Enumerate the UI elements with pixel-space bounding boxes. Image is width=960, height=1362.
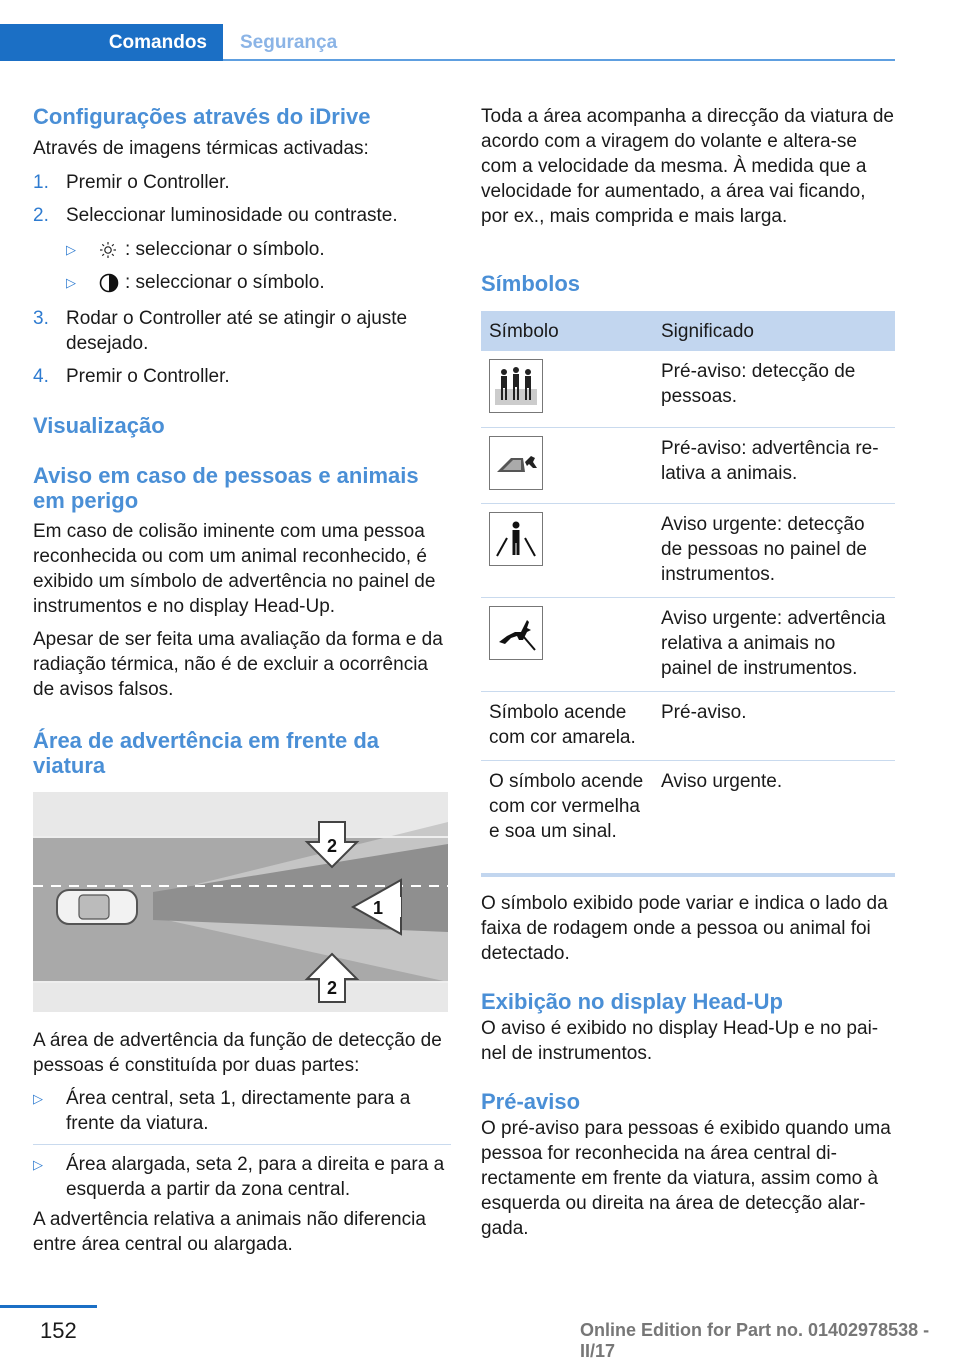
symbol-cell bbox=[481, 427, 653, 503]
top-paragraph: Toda a área acompanha a direcção da viatura de acordo com a viragem do volante e altera-se com a velocidade da mesma. À medida que a velocidade for aumentado, a área vai ficando, por ex., mais comprida e mais larga. bbox=[481, 106, 894, 227]
table-header-row bbox=[481, 311, 895, 351]
list-item bbox=[33, 1086, 451, 1136]
table-row bbox=[481, 503, 895, 597]
table-row bbox=[481, 351, 895, 427]
headup-paragraph: O aviso é exibido no display Head-Up e no painel de instrumentos. bbox=[481, 1018, 879, 1064]
symbol-cell bbox=[481, 503, 653, 597]
table-row bbox=[481, 691, 895, 760]
step-number: 4. bbox=[33, 366, 49, 387]
meaning-cell: Aviso urgente: advertência relativa a animais no painel de instrumentos. bbox=[653, 597, 895, 691]
step-text: Premir o Controller. bbox=[66, 172, 230, 193]
arrow-1-label: 1 bbox=[372, 898, 384, 918]
list-item bbox=[33, 203, 451, 228]
triangle-bullet-icon: ▷ bbox=[66, 242, 76, 257]
arrow-2-top-label: 2 bbox=[326, 836, 338, 856]
footer-divider bbox=[0, 1305, 97, 1308]
list-item bbox=[33, 306, 451, 356]
animal-warning-icon bbox=[489, 436, 543, 490]
divider bbox=[33, 1144, 451, 1145]
car-icon bbox=[57, 890, 137, 924]
heading-area: Área de advertência em frente da viatura bbox=[33, 728, 380, 778]
preaviso-paragraph: O pré-aviso para pessoas é exibido quando uma pessoa for reconhecida na área central directamente em frente da viatura, assim como à esquerda ou direita na área de detecção alargada. bbox=[481, 1118, 891, 1239]
left-column bbox=[33, 104, 451, 778]
sub-bullet-text: : seleccionar o símbolo. bbox=[125, 272, 325, 293]
edition-text: Online Edition for Part no. 01402978538 - II/17 bbox=[580, 1320, 930, 1361]
pedestrians-warning-icon bbox=[489, 359, 543, 413]
left-column-bottom bbox=[33, 1028, 451, 1257]
arrow-2-bottom-label: 2 bbox=[326, 978, 338, 998]
triangle-bullet-icon: ▷ bbox=[66, 275, 76, 290]
meaning-cell: Pré-aviso: advertência relativa a animais. bbox=[653, 427, 895, 503]
heading-aviso: Aviso em caso de pessoas e animais em perigo bbox=[33, 463, 419, 513]
bullet-text: Área central, seta 1, directamente para a frente da viatura. bbox=[66, 1088, 411, 1134]
thermal-intro: Através de imagens térmicas activadas: bbox=[33, 138, 369, 159]
step-text: Rodar o Controller até se atingir o ajuste desejado. bbox=[66, 308, 408, 354]
meaning-cell: Aviso urgente: detecção de pessoas no painel de instrumentos. bbox=[653, 503, 895, 597]
column-header-meaning: Significado bbox=[653, 311, 895, 351]
animal-urgent-icon bbox=[489, 606, 543, 660]
aviso-paragraph-1: Em caso de colisão iminente com uma pessoa reconhecida ou com um animal reconhecido, é exibido um símbolo de advertência no painel de instrumentos e no display Head-Up. bbox=[33, 521, 436, 617]
step-number: 3. bbox=[33, 308, 49, 329]
animals-paragraph: A advertência relativa a animais não diferencia entre área central ou alargada. bbox=[33, 1209, 426, 1255]
contrast-icon bbox=[99, 270, 125, 295]
area-paragraph: A área de advertência da função de detecção de pessoas é constituída por duas partes: bbox=[33, 1030, 442, 1076]
step-text: Premir o Controller. bbox=[66, 366, 230, 387]
tab-seguranca[interactable]: Segurança bbox=[240, 32, 338, 53]
table-row bbox=[481, 427, 895, 503]
header-divider bbox=[223, 59, 895, 61]
triangle-bullet-icon: ▷ bbox=[33, 1091, 43, 1106]
list-item bbox=[33, 1152, 451, 1202]
heading-visualizacao: Visualização bbox=[33, 413, 165, 438]
table-row bbox=[481, 760, 895, 875]
meaning-cell: Pré-aviso. bbox=[653, 691, 895, 760]
heading-simbolos: Símbolos bbox=[481, 271, 581, 296]
warning-area-diagram bbox=[33, 792, 448, 1012]
symbols-table bbox=[481, 311, 895, 877]
table-row bbox=[481, 597, 895, 691]
symbol-cell: Símbolo acende com cor amarela. bbox=[481, 691, 653, 760]
right-column-bottom bbox=[481, 891, 895, 1241]
heading-idrive: Configurações através do iDrive bbox=[33, 104, 371, 129]
meaning-cell: Pré-aviso: detecção de pessoas. bbox=[653, 351, 895, 427]
aviso-paragraph-2: Apesar de ser feita uma avaliação da forma e da radiação térmica, não é de excluir a ocorrência de avisos falsos. bbox=[33, 629, 443, 700]
list-item bbox=[33, 270, 451, 295]
column-header-symbol: Símbolo bbox=[481, 311, 653, 351]
heading-preaviso: Pré-aviso bbox=[481, 1089, 581, 1114]
step-number: 1. bbox=[33, 172, 49, 193]
symbol-cell bbox=[481, 597, 653, 691]
meaning-cell: Aviso urgente. bbox=[653, 760, 895, 875]
list-item bbox=[33, 364, 451, 389]
triangle-bullet-icon: ▷ bbox=[33, 1157, 43, 1172]
step-number: 2. bbox=[33, 205, 49, 226]
step-text: Seleccionar luminosidade ou contraste. bbox=[66, 205, 398, 226]
varies-paragraph: O símbolo exibido pode variar e indica o lado da faixa de rodagem onde a pessoa ou animal foi detectado. bbox=[481, 893, 888, 964]
sub-bullet-text: : seleccionar o símbolo. bbox=[125, 239, 325, 260]
heading-headup: Exibição no display Head-Up bbox=[481, 989, 783, 1014]
symbol-cell bbox=[481, 351, 653, 427]
steps-list bbox=[33, 170, 451, 389]
tab-comandos[interactable]: Comandos bbox=[0, 24, 223, 61]
bullet-text: Área alargada, seta 2, para a direita e para a esquerda a partir da zona central. bbox=[66, 1154, 445, 1200]
symbol-cell: O símbolo acende com cor vermelha e soa um sinal. bbox=[481, 760, 653, 875]
page-number: 152 bbox=[40, 1318, 77, 1343]
list-item bbox=[33, 237, 451, 262]
pedestrian-urgent-icon bbox=[489, 512, 543, 566]
list-item bbox=[33, 170, 451, 195]
right-column bbox=[481, 104, 895, 296]
brightness-icon bbox=[99, 237, 125, 262]
